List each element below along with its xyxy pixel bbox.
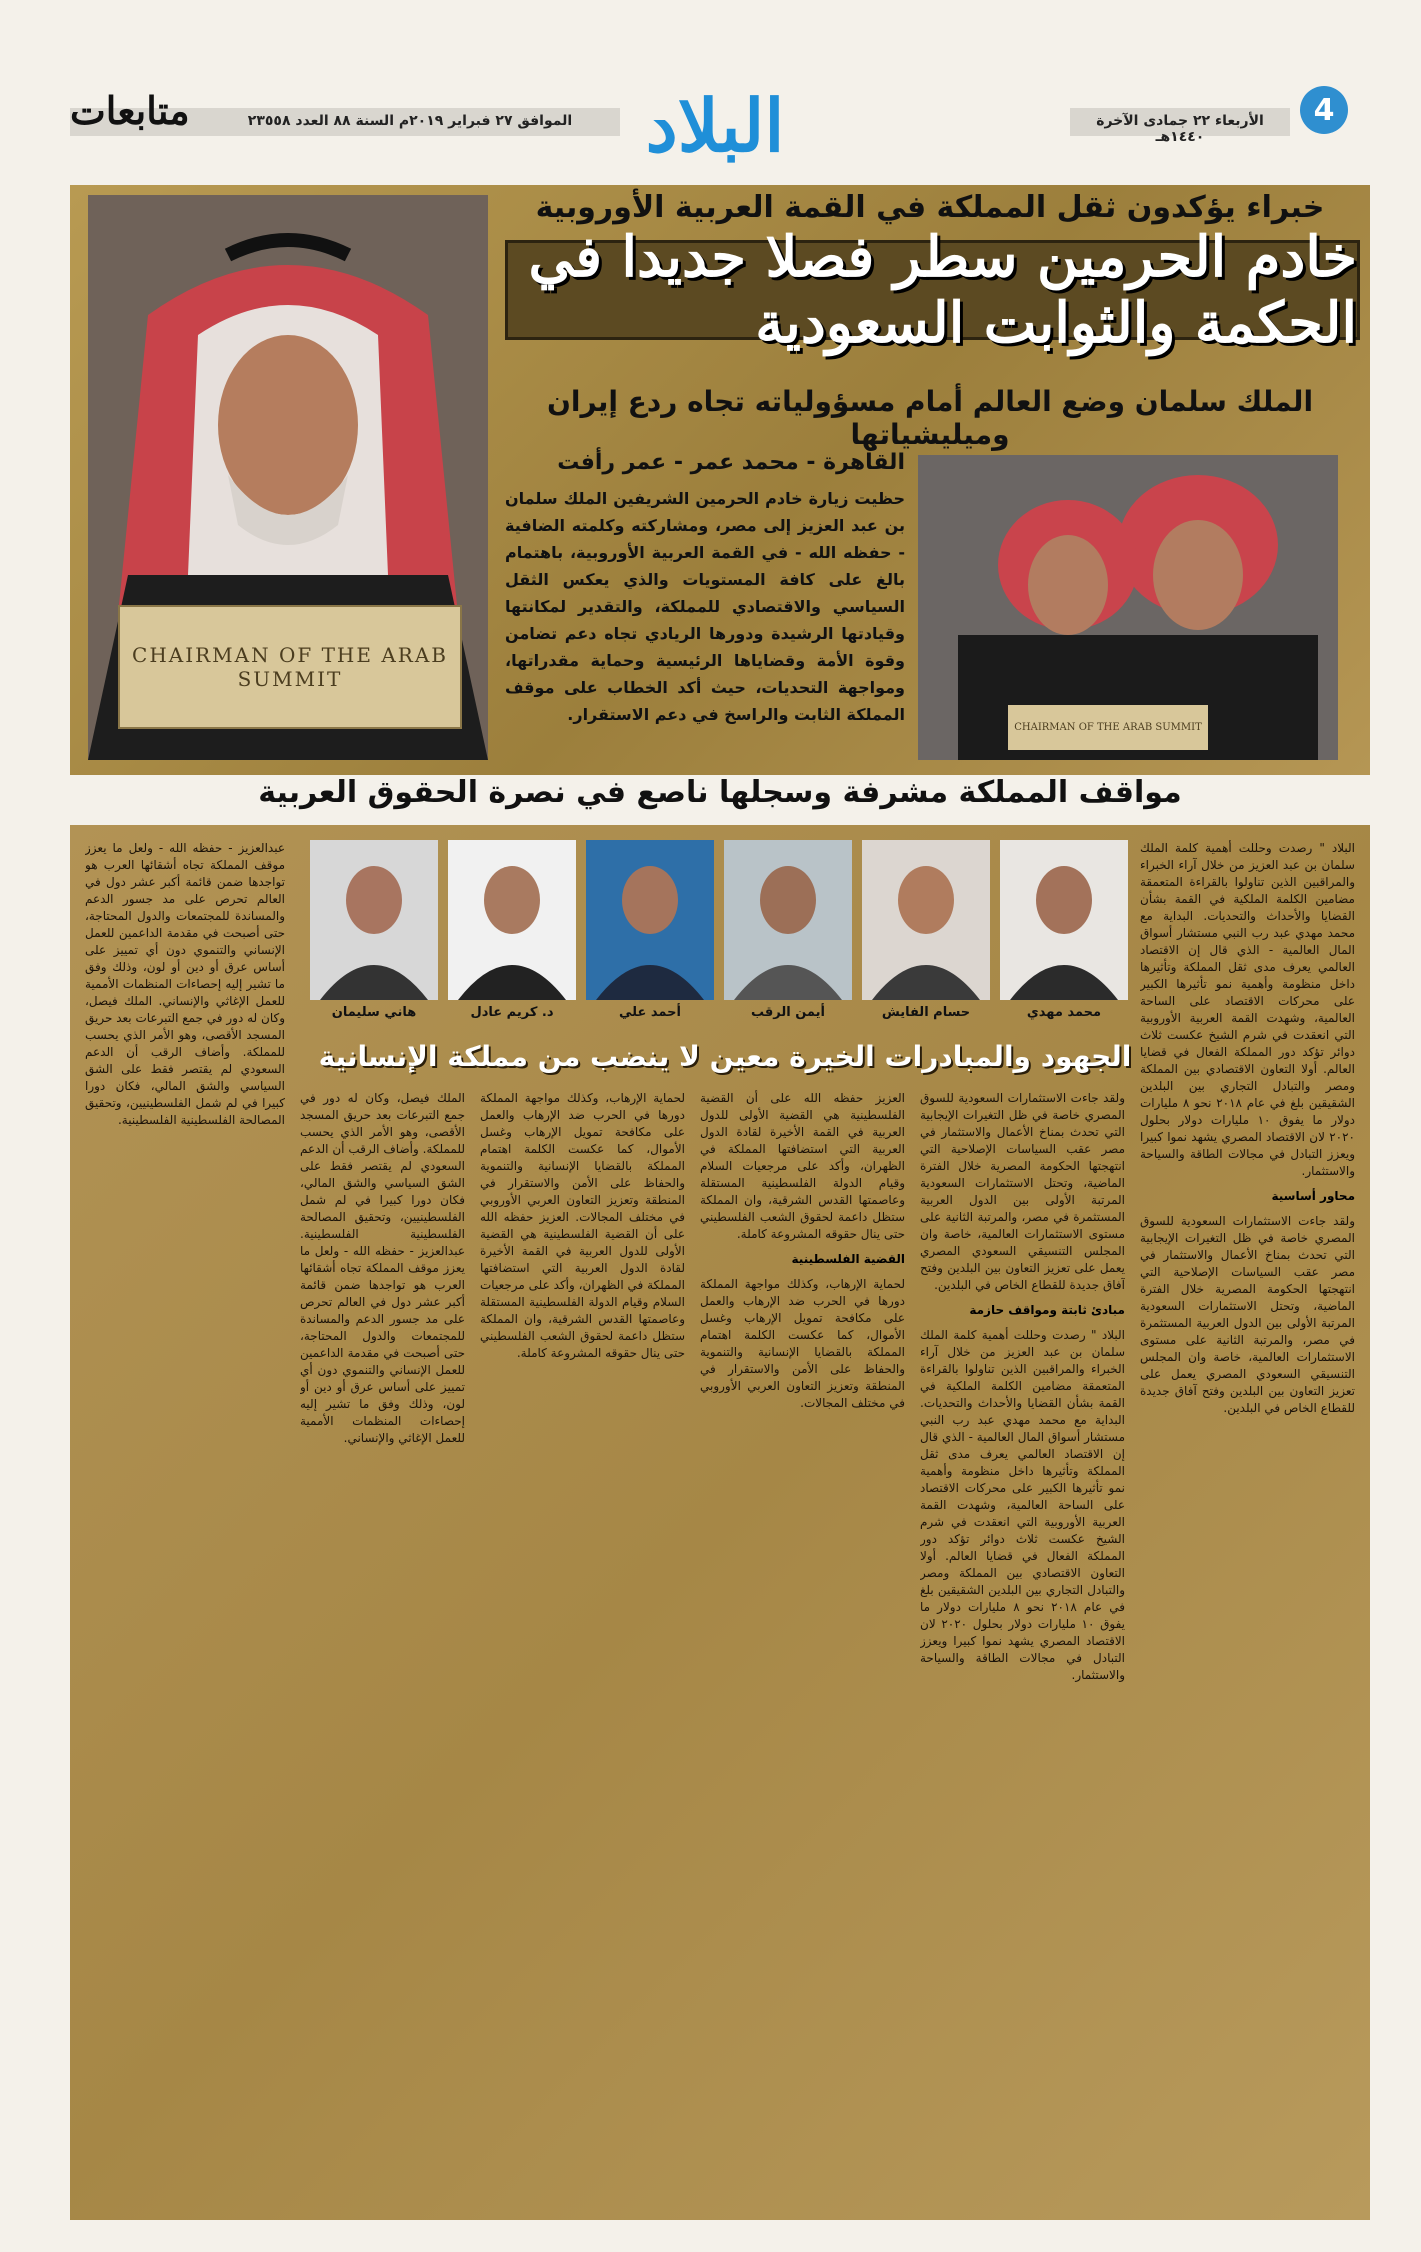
column-5-text: الملك فيصل، وكان له دور في جمع التبرعات بعد حريق المسجد الأقصى، وهو الأمر الذي يحسب للمملكة. وأضاف الرقب أن الدعم السعودي لم يقتصر فقط على الشق السياسي والشق المالي، فكان دورا كبيرا في لم شمل الفلسطينيين، وتحقيق المصالحة الفلسطينية الفلسطينية. [300, 1091, 465, 1241]
inset-photo-placard [1008, 705, 1208, 750]
column-5 [300, 1090, 465, 2210]
gregorian-date: الموافق ٢٧ فبراير ٢٠١٩م السنة ٨٨ العدد ٢٣٥٥٨ [247, 113, 573, 129]
column-2 [920, 1090, 1125, 2210]
top-story-kicker: خبراء يؤكدون ثقل المملكة في القمة العربية الأوروبية [535, 190, 1325, 225]
column-4-text-b: العزيز حفظه الله على أن القضية الفلسطينية هي القضية الأولى للدول العربية في القمة الأخيرة لقادة الدول العربية التي استضافتها المملكة في الظهران، وأكد على مرجعيات السلام وقيام الدولة الفلسطينية المستقلة وعاصمتها القدس الشرقية، وان المملكة ستظل داعمة لحقوق الشعب الفلسطيني حتى ينال حقوقه المشروعة كاملة. [480, 1210, 685, 1360]
person-silhouette-icon [1000, 840, 1128, 1000]
person-silhouette-icon [724, 840, 852, 1000]
section-headline: مواقف المملكة مشرفة وسجلها ناصع في نصرة الحقوق العربية [258, 775, 1182, 810]
subhead-axes: محاور أساسية [1271, 1189, 1355, 1203]
second-headline: الجهود والمبادرات الخيرة معين لا ينضب من مملكة الإنسانية [318, 1040, 1132, 1073]
column-6 [85, 840, 285, 2210]
column-1 [1140, 840, 1355, 2210]
main-photo-caption: CHAIRMAN OF THE ARAB SUMMIT [132, 643, 448, 691]
portrait-name-1: محمد مهدي [1026, 1005, 1102, 1020]
hijri-date: الأربعاء ٢٢ جمادى الآخرة ١٤٤٠هـ [1096, 113, 1264, 145]
portrait-name-6: هاني سليمان [331, 1005, 417, 1020]
column-6-text: عبدالعزيز - حفظه الله - ولعل ما يعزز موقف المملكة تجاه أشقائها العرب هو تواجدها ضمن قائمة أكبر عشر دول في العالم تحرص على مد جسور الدعم والمساندة للمجتمعات والدول المحتاجة، حتى أصبحت في مقدمة الداعمين للعمل الإنساني والتنموي دون أي تمييز على أساس عرق أو دين أو لون، وذلك وفق ما تشير إليه إحصاءات المنظمات الأممية للعمل الإغاثي والإنساني. [85, 841, 285, 1008]
top-story-banner: خادم الحرمين سطر فصلا جديدا في الحكمة والثوابت السعودية [505, 240, 1360, 340]
portrait-1 [1000, 840, 1128, 1000]
portrait-6 [310, 840, 438, 1000]
page-number-badge: 4 [1300, 86, 1348, 134]
column-2-text: ولقد جاءت الاستثمارات السعودية للسوق المصري خاصة في ظل التغيرات الإيجابية التي تحدث بمناخ الأعمال والاستثمار في مصر عقب السياسات الإصلاحية التي انتهجتها الحكومة المصرية خلال الفترة الماضية، وتحتل الاستثمارات السعودية المرتبة الأولى بين الدول العربية المستثمرة في مصر، والمرتبة الثانية على مستوى الاستثمارات العالمية، خاصة وان المجلس التنسيقي السعودي المصري يعمل على تعزيز التعاون بين البلدين وفتح آفاق جديدة للقطاع الخاص في البلدين. [920, 1091, 1125, 1292]
column-4-text: لحماية الإرهاب، وكذلك مواجهة المملكة دورها في الحرب ضد الإرهاب والعمل على مكافحة تمويل الإرهاب وغسل الأموال، كما عكست الكلمة اهتمام المملكة بالقضايا الإنسانية والتنموية والحفاظ على الأمن والاستقرار في المنطقة وتعزيز التعاون العربي الأوروبي في مختلف المجالات. [480, 1091, 685, 1224]
portrait-name-2: حسام الفايش [881, 1005, 971, 1020]
portrait-name-5: د. كريم عادل [470, 1005, 554, 1020]
portrait-name-4: أحمد علي [619, 1005, 681, 1020]
portrait-4 [586, 840, 714, 1000]
column-3-text: العزيز حفظه الله على أن القضية الفلسطينية هي القضية الأولى للدول العربية في القمة الأخيرة لقادة الدول العربية التي استضافتها المملكة في الظهران، وأكد على مرجعيات السلام وقيام الدولة الفلسطينية المستقلة وعاصمتها القدس الشرقية، وان المملكة ستظل داعمة لحقوق الشعب الفلسطيني حتى ينال حقوقه المشروعة كاملة. [700, 1091, 905, 1241]
main-photo [88, 195, 488, 760]
column-1-text: البلاد " رصدت وحللت أهمية كلمة الملك سلمان بن عبد العزيز من خلال آراء الخبراء والمراقبين الذين تناولوا بالقراءة المتعمقة مضامين الكلمة الملكية في القمة بشأن القضايا والأحداث والتحديات. البداية مع محمد مهدي عبد رب النبي مستشار أسواق المال العالمية - الذي قال إن الاقتصاد العالمي يعرف مدى ثقل المملكة وتأثيرها داخل منظومة وأهمية نمو تأثيرها الكبير على محركات الاقتصاد على الساحة العالمية، وشهدت القمة العربية الأوروبية التي انعقدت في شرم الشيخ عكست ثلاث دوائر تؤكد دور المملكة الفعال في قضايا العالم. أولا التعاون الاقتصادي بين المملكة ومصر والتبادل التجاري بين البلدين الشقيقين بلغ في عام ٢٠١٨ نحو ٨ مليارات دولار ما يفوق ١٠ مليارات دولار بحلول ٢٠٢٠ لان الاقتصاد المصري يشهد نموا كبيرا ويعزز التبادل في مجالات الطاقة والسياحة والاستثمار. [1140, 841, 1355, 1178]
lead-paragraph: حظيت زيارة خادم الحرمين الشريفين الملك سلمان بن عبد العزيز إلى مصر، ومشاركته وكلمته الضافية - حفظه الله - في القمة العربية الأوروبية، باهتمام بالغ على كافة المستويات والذي يعكس الثقل السياسي والاقتصادي للمملكة، والتقدير لمكانتها وقيادتها الرشيدة ودورها الريادي تجاه دعم تضامن وقوة الأمة وقضاياها الرئيسية وحماية مقدراتها، ومواجهة التحديات، حيث أكد الخطاب على موقف المملكة الثابت والراسخ في دعم الاستقرار. [505, 489, 905, 724]
subhead-initiatives: مبادئ ثابتة ومواقف حازمة [969, 1303, 1125, 1317]
portrait-5 [448, 840, 576, 1000]
inset-photo [918, 455, 1338, 760]
main-photo-placard [118, 605, 462, 729]
column-3-text-b: لحماية الإرهاب، وكذلك مواجهة المملكة دورها في الحرب ضد الإرهاب والعمل على مكافحة تمويل الإرهاب وغسل الأموال، كما عكست الكلمة اهتمام المملكة بالقضايا الإنسانية والتنموية والحفاظ على الأمن والاستقرار في المنطقة وتعزيز التعاون العربي الأوروبي في مختلف المجالات. [700, 1277, 905, 1410]
portrait-name-3: أيمن الرقب [751, 1005, 825, 1020]
section-title: متابعات [70, 88, 190, 133]
inset-photo-caption: CHAIRMAN OF THE ARAB SUMMIT [1014, 722, 1202, 733]
portrait-3 [724, 840, 852, 1000]
masthead-logo[interactable]: البلاد [645, 82, 785, 168]
portrait-2 [862, 840, 990, 1000]
person-silhouette-icon [310, 840, 438, 1000]
column-2-text-b: البلاد " رصدت وحللت أهمية كلمة الملك سلمان بن عبد العزيز من خلال آراء الخبراء والمراقبين الذين تناولوا بالقراءة المتعمقة مضامين الكلمة الملكية في القمة بشأن القضايا والأحداث والتحديات. البداية مع محمد مهدي عبد رب النبي مستشار أسواق المال العالمية - الذي قال إن الاقتصاد العالمي يعرف مدى ثقل المملكة وتأثيرها داخل منظومة وأهمية نمو تأثيرها الكبير على محركات الاقتصاد على الساحة العالمية، وشهدت القمة العربية الأوروبية التي انعقدت في شرم الشيخ عكست ثلاث دوائر تؤكد دور المملكة الفعال في قضايا العالم. أولا التعاون الاقتصادي بين المملكة ومصر والتبادل التجاري بين البلدين الشقيقين بلغ في عام ٢٠١٨ نحو ٨ مليارات دولار ما يفوق ١٠ مليارات دولار بحلول ٢٠٢٠ لان الاقتصاد المصري يشهد نموا كبيرا ويعزز التبادل في مجالات الطاقة والسياحة والاستثمار. [920, 1328, 1125, 1682]
top-story-subhead: الملك سلمان وضع العالم أمام مسؤولياته تجاه ردع إيران وميليشياتها [546, 385, 1314, 451]
column-3 [700, 1090, 905, 2210]
person-silhouette-icon [448, 840, 576, 1000]
subhead-palestine: القضية الفلسطينية [791, 1252, 905, 1266]
person-silhouette-icon [862, 840, 990, 1000]
column-1-text-b: ولقد جاءت الاستثمارات السعودية للسوق المصري خاصة في ظل التغيرات الإيجابية التي تحدث بمناخ الأعمال والاستثمار في مصر عقب السياسات الإصلاحية التي انتهجتها الحكومة المصرية خلال الفترة الماضية، وتحتل الاستثمارات السعودية المرتبة الأولى بين الدول العربية المستثمرة في مصر، والمرتبة الثانية على مستوى الاستثمارات العالمية، خاصة وان المجلس التنسيقي السعودي المصري يعمل على تعزيز التعاون بين البلدين وفتح آفاق جديدة للقطاع الخاص في البلدين. [1140, 1214, 1355, 1415]
person-silhouette-icon [586, 840, 714, 1000]
column-4 [480, 1090, 685, 2210]
byline: القاهرة - محمد عمر - عمر رأفت [557, 450, 905, 475]
column-5-text-b: عبدالعزيز - حفظه الله - ولعل ما يعزز موقف المملكة تجاه أشقائها العرب هو تواجدها ضمن قائمة أكبر عشر دول في العالم تحرص على مد جسور الدعم والمساندة للمجتمعات والدول المحتاجة، حتى أصبحت في مقدمة الداعمين للعمل الإنساني والتنموي دون أي تمييز على أساس عرق أو دين أو لون، وذلك وفق ما تشير إليه إحصاءات المنظمات الأممية للعمل الإغاثي والإنساني. [300, 1244, 465, 1445]
column-6-text-b: الملك فيصل، وكان له دور في جمع التبرعات بعد حريق المسجد الأقصى، وهو الأمر الذي يحسب للمملكة. وأضاف الرقب أن الدعم السعودي لم يقتصر فقط على الشق السياسي والشق المالي، فكان دورا كبيرا في لم شمل الفلسطينيين، وتحقيق المصالحة الفلسطينية الفلسطينية. [85, 994, 285, 1127]
